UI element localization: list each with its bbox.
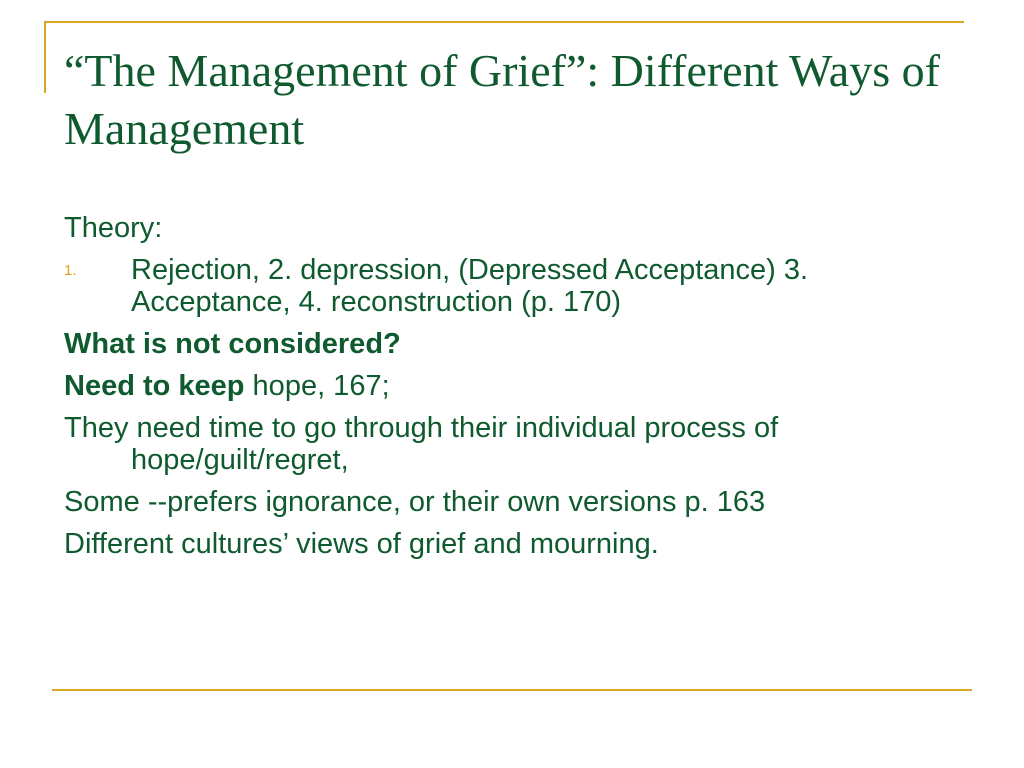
slide-title: “The Management of Grief”: Different Ways of Management <box>64 45 940 154</box>
top-rule <box>44 21 964 23</box>
slide-body <box>64 212 974 570</box>
keep-hope-line <box>64 370 974 402</box>
ignorance-line: Some --prefers ignorance, or their own versions p. 163 <box>64 486 766 518</box>
keep-hope-rest: hope, 167; <box>244 370 390 402</box>
theory-label: Theory: <box>64 212 163 244</box>
list-number-marker: 1. <box>64 262 77 279</box>
keep-hope-bold: Need to keep <box>64 370 245 402</box>
not-considered-heading: What is not considered? <box>64 328 401 360</box>
list-item-text: Rejection, 2. depression, (Depressed Acceptance) 3. Acceptance, 4. reconstruction (p. 170) <box>131 254 809 318</box>
left-rule <box>44 21 46 93</box>
bottom-rule <box>52 689 972 691</box>
cultures-line: Different cultures’ views of grief and mourning. <box>64 528 659 560</box>
numbered-list-item <box>64 254 974 318</box>
time-needed-line: They need time to go through their individual process of hope/guilt/regret, <box>64 412 779 476</box>
